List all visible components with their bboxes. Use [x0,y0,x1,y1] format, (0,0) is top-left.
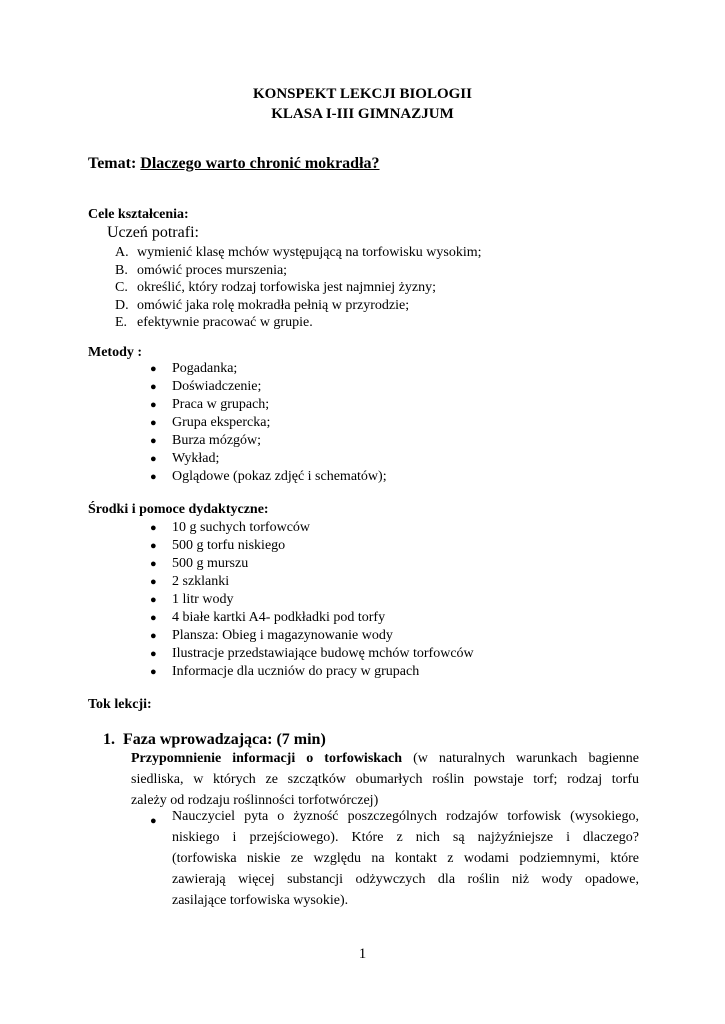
bullet-icon: ● [150,540,157,552]
method-item: ● Grupa eksperckа; [150,415,271,430]
document-title-line-1: KONSPEKT LEKCJI BIOLOGII [253,86,472,102]
phase-heading [103,731,326,749]
goals-intro: Uczeń potrafi: [107,224,199,241]
bullet-icon: ● [150,558,157,570]
aid-item: ● 10 g suchych torfowców [150,520,311,535]
aid-item: ● 1 litr wody [150,592,234,607]
goal-item: A. wymienić klasę mchów występującą na torfowisku wysokim; [115,245,482,260]
bullet-icon: ● [150,522,157,534]
method-item: ● Praca w grupach; [150,397,270,412]
teacher-question-paragraph: Nauczyciel pyta o żyzność poszczególnych rodzajów torfowisk (wysokiego, niskiego i przejściowego). Które z nich są najżyźniejsze i dlaczego? (torfowiska niskie ze względu na kontakt z wodami podziemnymi, które zawierają więcej substancji odżywczych dla roślin niż wody opadowe, zasilające torfowiska wysokie). [172,809,639,908]
method-item: ● Pogadanka; [150,361,238,376]
bullet-icon: ● [150,666,157,678]
methods-list [150,360,387,486]
bullet-icon: ● [150,417,157,429]
aid-item: ● 500 g torfu niskiego [150,538,286,553]
method-item: ● Burza mózgów; [150,433,262,448]
methods-heading: Metody : [88,345,143,360]
bullet-icon: ● [150,648,157,660]
aid-item: ● Ilustracje przedstawiające budowę mchów torfowców [150,646,474,661]
goal-item: B. omówić proces murszenia; [115,262,288,278]
document-title-line-2: KLASA I-III GIMNAZJUM [271,106,454,122]
aid-item: ● 2 szklanki [150,574,230,589]
bullet-icon: ● [150,435,157,447]
page-number: 1 [358,946,367,962]
bullet-icon: ● [150,363,157,375]
lesson-heading: Tok lekcji: [88,697,152,712]
bullet-icon: ● [150,471,157,483]
recall-paragraph: Przypomnienie informacji o torfowiskach (w naturalnych warunkach bagienne siedliska, w których ze szczątków obumarłych roślin powstaje torf; rodzaj torfu zależy od rodzaju roślinności torfotwórczej) [131,751,639,808]
phase-title: Faza wprowadzająca: (7 min) [123,731,326,748]
goals-list [115,244,481,332]
aids-heading: Środki i pomoce dydaktyczne: [88,502,269,517]
topic-label: Temat: [88,155,137,172]
bullet-icon: ● [150,453,157,465]
aids-list [150,519,474,681]
aid-item: ● Informacje dla uczniów do pracy w grupach [150,664,420,679]
goal-item: D. omówić jaka rolę mokradła pełnią w przyrodzie; [115,297,410,313]
phase-number: 1. [103,731,115,748]
method-item: ● Wykład; [150,451,220,466]
goal-item: E. efektywnie pracować w grupie. [115,315,313,330]
topic-title: Dlaczego warto chronić mokradła? [140,155,380,172]
bullet-icon: ● [150,399,157,411]
bullet-icon: ● [150,381,157,393]
aid-item: ● 4 białe kartki A4- podkładki pod torfy [150,610,386,625]
recall-bold: Przypomnienie informacji o torfowiskach [131,751,403,766]
bullet-icon: ● [150,630,157,642]
lesson-topic [88,155,380,173]
method-item: ● Oglądowe (pokaz zdjęć i schematów); [150,469,387,484]
aid-item: ● Plansza: Obieg i magazynowanie wody [150,628,393,643]
bullet-icon: ● [150,594,157,606]
bullet-icon: ● [150,612,157,624]
aid-item: ● 500 g murszu [150,556,249,571]
bullet-icon: ● [150,576,157,588]
goals-heading: Cele kształcenia: [88,207,189,222]
goal-item: C. określić, który rodzaj torfowiska jest najmniej żyzny; [115,280,436,295]
method-item: ● Doświadczenie; [150,379,262,394]
bullet-icon: ● [150,815,157,827]
